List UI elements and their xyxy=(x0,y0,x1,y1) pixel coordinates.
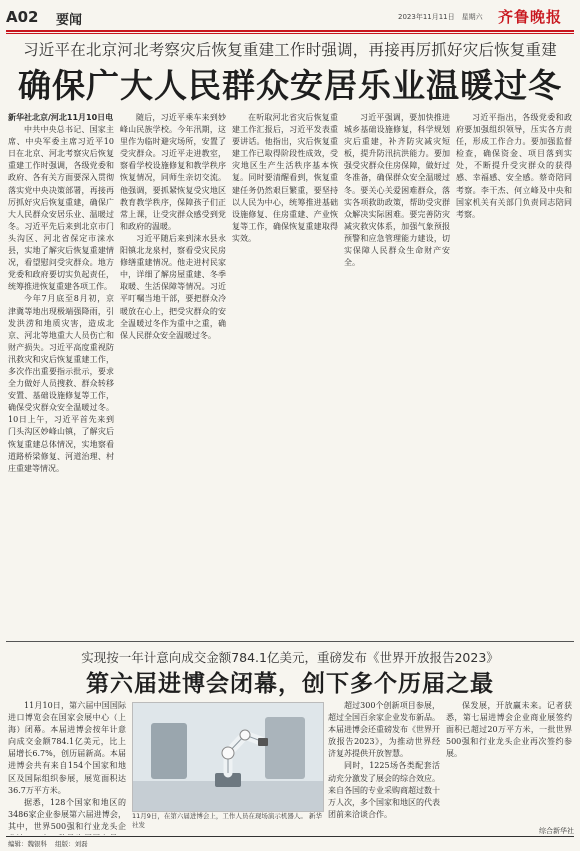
top-story-headline: 确保广大人民群众安居乐业温暖过冬 xyxy=(18,66,562,105)
article-paragraph: 今年7月底至8月初，京津冀等地出现极端强降雨，引发洪涝和地质灾害，造成北京、河北等地重大人员伤亡和财产损失。习近平高度重视防汛救灾和灾后恢复重建工作，多次作出重要指示批示，要求全力做好人员搜救、群众转移安置、基础设施修复等工作，确保受灾群众安全温暖过冬。10日上午，习近平首先来到门头沟区妙峰山镇，了解灾后恢复重建总体情况，实地察看道路桥梁修复、河道治理、村庄重建等情况。 xyxy=(8,294,114,473)
article-paragraph: 超过300个创新项目参展，超过全国百余家企业发布新品。本届进博会还重磅发布《世界开放报告2023》，为推动世界经济复苏提供开放智慧。 xyxy=(328,701,440,759)
newspaper-logo: 齐鲁晚报 xyxy=(498,8,563,26)
second-story-column-1 xyxy=(8,700,126,835)
footer-rule xyxy=(6,836,574,837)
article-paragraph: 同时，1225场各类配套活动充分激发了展会的综合效应。来自各国的专业采购商超过数十万人次，多个国家和地区的代表团前来洽谈合作。 xyxy=(328,761,440,819)
expo-robot-photo xyxy=(132,702,324,812)
second-story-column-4 xyxy=(446,700,572,824)
second-story-headline: 第六届进博会闭幕，创下多个历届之最 xyxy=(86,670,494,697)
article-paragraph: 在听取河北省灾后恢复重建工作汇报后，习近平发表重要讲话。他指出，灾后恢复重建工作已取得阶段性成效，受灾地区生产生活秩序基本恢复。同时要清醒看到，恢复重建任务仍然艰巨繁重，要坚持以人民为中心，统筹推进基础设施修复、住房重建、产业恢复等工作，确保恢复重建取得实效。 xyxy=(232,113,338,243)
editor-credit: 编辑：魏银科 xyxy=(8,840,47,848)
issue-date: 2023年11月11日 星期六 xyxy=(398,13,483,21)
page-header xyxy=(0,0,580,30)
second-story-subhead: 实现按一年计意向成交金额784.1亿美元，重磅发布《世界开放报告2023》 xyxy=(81,650,499,665)
photo-caption: 11月9日，在第六届进博会上，工作人员在现场演示机器人。 新华社发 xyxy=(132,812,322,829)
top-story-column-1 xyxy=(8,112,114,636)
section-title: 要闻 xyxy=(56,13,83,28)
header-rule-thin xyxy=(6,33,574,34)
source-note: 综合新华社 xyxy=(539,827,574,835)
page-number: A02 xyxy=(6,8,39,26)
article-paragraph: 据悉，128个国家和地区的3486家企业参展第六届进博会，其中，世界500强和行业龙头企 xyxy=(8,797,126,831)
second-story-column-3 xyxy=(328,700,440,835)
top-story-column-4 xyxy=(344,112,450,636)
page-footer xyxy=(8,839,94,848)
story-divider xyxy=(6,641,574,642)
top-story-column-2 xyxy=(120,112,226,636)
article-paragraph: 中共中央总书记、国家主席、中央军委主席习近平10日在北京、河北考察灾后恢复重建工作时强调，各级党委和政府、各有关方面要深入贯彻落实党中央决策部署，再接再厉抓好灾后恢复重建，确保广大人民群众安居乐业、温暖过冬。习近平先后来到北京市门头沟区、河北省保定市涞水县，实地了解灾后恢复重建情况，看望慰问受灾群众。地方党委和政府要切实负起责任，统筹推进恢复重建各项工作。 xyxy=(8,125,114,292)
article-paragraph: 11月10日，第六届中国国际进口博览会在国家会展中心（上海）闭幕。本届进博会按年计意向成交金额784.1亿美元，比上届增长6.7%，创历届新高。本届进博会共有来自154个国家和地区及国际组织参展，展览面积达36.7万平方米。 xyxy=(8,701,126,795)
article-paragraph: 习近平强调，要加快推进城乡基础设施修复，科学规划灾后重建，补齐防灾减灾短板，提升防汛抗洪能力。要加强受灾群众住房保障，做好过冬准备，确保群众安全温暖过冬。要关心关爱困难群众，落实各项救助政策，帮助受灾群众解决实际困难。要完善防灾减灾救灾体系，加强气象预报预警和应急管理能力建设，切实保障人民群众生命财产安全。 xyxy=(344,113,450,268)
article-paragraph: 保发展，开放赢未来。记者获悉，第七届进博会企业商业展签约面积已超过20万平方米，一批世界500强和行业龙头企业再次签约参展。 xyxy=(446,701,572,759)
layout-credit: 组版：刘磊 xyxy=(55,840,88,848)
top-story-subhead: 习近平在北京河北考察灾后恢复重建工作时强调，再接再厉抓好灾后恢复重建 xyxy=(23,41,557,59)
byline: 新华社北京/河北11月10日电 xyxy=(8,113,114,122)
robot-arm-image xyxy=(133,703,323,811)
header-rule xyxy=(6,30,574,32)
top-story-column-3 xyxy=(232,112,338,636)
article-paragraph: 随后，习近平乘车来到妙峰山民族学校。今年汛期，这里作为临时避灾场所，安置了受灾群众。习近平走进教室，察看学校设施修复和教学秩序恢复情况，同师生亲切交流。他强调，要抓紧恢复受灾地区教育教学秩序，保障孩子们正常上课，让受灾群众感受到党和政府的温暖。 xyxy=(120,113,226,231)
article-paragraph: 习近平指出，各级党委和政府要加强组织领导，压实各方责任，形成工作合力。要加强监督检查，确保资金、项目落到实处，不断提升受灾群众的获得感、幸福感、安全感。蔡奇陪同考察。李干杰、何立峰及中央和国家机关有关部门负责同志陪同考察。 xyxy=(456,113,572,219)
top-story-column-5 xyxy=(456,112,572,636)
article-paragraph: 习近平随后来到涞水县永阳镇北龙泉村，察看受灾民房修缮重建情况。他走进村民家中，详细了解房屋重建、冬季取暖、生活保障等情况。习近平叮嘱当地干部，要把群众冷暖放在心上，把受灾群众的安全温暖过冬作为重中之重，确保人民群众安全温暖过冬。 xyxy=(120,233,226,340)
